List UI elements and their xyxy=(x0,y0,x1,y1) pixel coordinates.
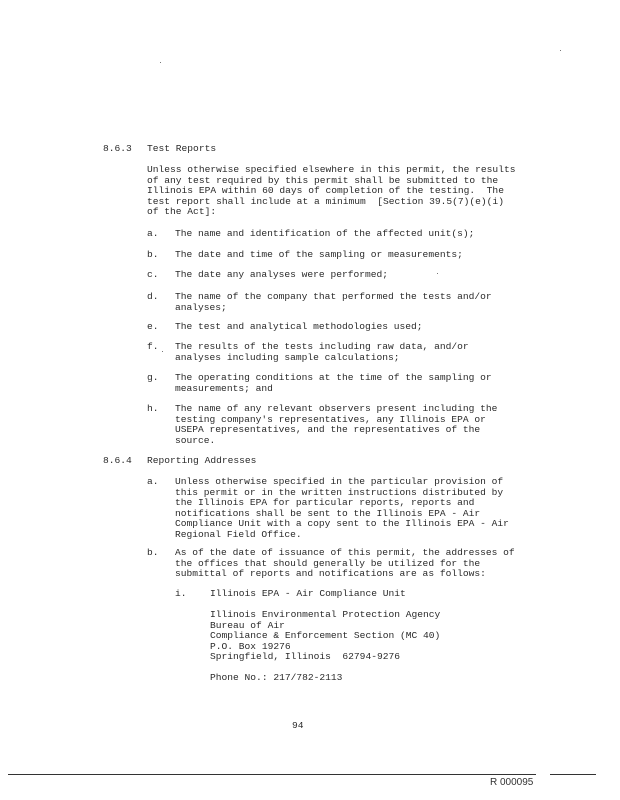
sublist-heading: Illinois EPA - Air Compliance Unit xyxy=(210,588,406,599)
list-item-letter: e. xyxy=(147,321,159,332)
list-item-text: The date and time of the sampling or measurements; xyxy=(175,249,463,260)
list-item-letter: b. xyxy=(147,249,159,260)
list-item-letter: d. xyxy=(147,291,159,302)
list-item-text: Unless otherwise specified in the particular provision of this permit or in the written instructions distributed by the Illinois EPA for particular reports, reports and notifications shall be sent to the Illinois EPA - Air Compliance Unit with a copy sent to the Illinois EPA - Air Regional Field Office. xyxy=(175,476,509,540)
list-item-letter: b. xyxy=(147,547,159,558)
section-title: Test Reports xyxy=(147,143,217,154)
list-item-letter: a. xyxy=(147,228,159,239)
section-title: Reporting Addresses xyxy=(147,455,257,466)
list-item-text: The name and identification of the affected unit(s); xyxy=(175,228,475,239)
list-item-text: The test and analytical methodologies used; xyxy=(175,321,423,332)
bates-number: R 000095 xyxy=(490,777,534,788)
phone-number: Phone No.: 217/782-2113 xyxy=(210,672,343,683)
list-item-text: The date any analyses were performed; xyxy=(175,269,389,280)
list-item-text: The results of the tests including raw data, and/or analyses including sample calculations; xyxy=(175,341,469,363)
scan-speck xyxy=(437,273,438,274)
page-number: 94 xyxy=(292,720,304,731)
list-item-letter: a. xyxy=(147,476,159,487)
list-item-text: The name of the company that performed the tests and/or analyses; xyxy=(175,291,492,313)
scan-speck xyxy=(160,62,161,63)
list-item-letter: c. xyxy=(147,269,159,280)
section-number: 8.6.3 xyxy=(103,143,132,154)
list-item-text: The name of any relevant observers present including the testing company's representatives, any Illinois EPA or USEPA representatives, and the representatives of the source. xyxy=(175,403,498,446)
mailing-address: Illinois Environmental Protection Agency Bureau of Air Compliance & Enforcement Section (MC 40) P.O. Box 19276 Springfield, Illinois 62794-9276 xyxy=(210,609,441,662)
sublist-numeral: i. xyxy=(175,588,187,599)
section-number: 8.6.4 xyxy=(103,455,132,466)
list-item-letter: g. xyxy=(147,372,159,383)
list-item-letter: f. xyxy=(147,341,159,352)
bottom-rule xyxy=(8,774,536,775)
section-intro: Unless otherwise specified elsewhere in this permit, the results of any test required by this permit shall be submitted to the Illinois EPA within 60 days of completion of the testing. The test report shall include at a minimum [Section 39.5(7)(e)(i) of the Act]: xyxy=(147,164,516,217)
bottom-rule-short xyxy=(550,774,596,775)
list-item-letter: h. xyxy=(147,403,159,414)
list-item-text: As of the date of issuance of this permit, the addresses of the offices that should generally be utilized for the submittal of reports and notifications are as follows: xyxy=(175,547,515,579)
scan-speck xyxy=(560,50,561,51)
scan-speck xyxy=(162,351,163,352)
list-item-text: The operating conditions at the time of the sampling or measurements; and xyxy=(175,372,492,394)
